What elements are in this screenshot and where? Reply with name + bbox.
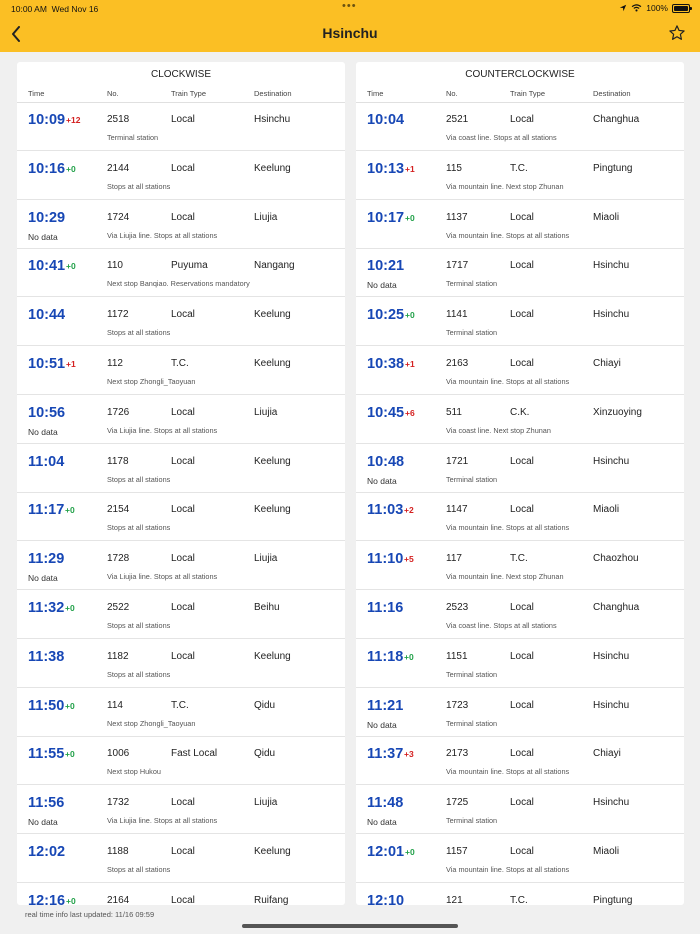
delay-badge: +0 [65,603,75,613]
train-note: Via Liujia line. Stops at all stations [107,425,218,435]
no-data-label: No data [367,280,397,291]
train-time: 10:45 [367,404,405,421]
train-number: 1172 [107,309,129,321]
train-note: Via Liujia line. Stops at all stations [107,572,218,582]
train-time: 11:56 [28,795,65,812]
train-time: 12:16 [28,892,66,905]
train-number: 1182 [107,650,129,662]
delay-badge: +2 [404,505,414,516]
delay-badge: +1 [405,163,415,174]
train-row[interactable] [17,835,345,883]
train-note: Via mountain line. Stops at all stations [446,377,570,386]
train-number: 2518 [107,114,130,125]
train-destination: Qidu [254,699,276,711]
train-row[interactable] [17,640,345,688]
train-type: Local [171,846,195,857]
train-note: Stops at all stations [107,181,171,191]
last-updated-text: real time info last updated: 11/16 09:59 [25,910,155,919]
train-note: Via mountain line. Stops at all stations [446,523,570,533]
no-data-label: No data [28,573,58,584]
train-note: Stops at all stations [107,669,171,679]
location-icon [619,4,627,12]
train-row[interactable] [17,884,345,905]
train-type: Local [510,699,534,711]
delay-badge: +12 [66,115,81,125]
train-row[interactable] [17,689,345,737]
train-time: 10:04 [367,112,405,128]
train-note: Terminal station [446,669,498,679]
train-type: Local [510,748,534,760]
battery-icon [672,4,690,13]
train-type: Local [171,406,195,418]
train-time: 11:38 [28,648,65,665]
train-number: 1006 [107,748,130,760]
train-number: 2522 [107,602,130,613]
train-number: 1151 [446,650,468,662]
train-row[interactable] [356,298,684,346]
train-time: 10:56 [28,404,66,421]
column-header-destination: Destination [593,89,631,98]
train-note: Next stop Banqiao. Reservations mandatory [107,279,250,289]
train-type: Local [510,114,534,125]
train-row[interactable] [356,249,684,297]
train-number: 2163 [446,358,469,369]
column-header-time: Time [367,89,384,98]
counterclockwise-title: COUNTERCLOCKWISE [465,69,575,80]
train-note: Via coast line. Next stop Zhunan [446,425,551,435]
star-outline-icon [668,24,686,42]
train-destination: Pingtung [593,894,633,905]
train-time: 10:13 [367,160,405,177]
train-type: Local [171,455,195,467]
train-type: Fast Local [171,748,218,760]
delay-badge: +0 [65,749,75,760]
column-header-train-type: Train Type [171,89,207,98]
train-time: 11:50 [28,697,65,714]
train-time: 12:10 [367,892,405,905]
train-type: T.C. [171,358,189,369]
delay-badge: +0 [66,895,76,905]
train-row[interactable] [17,493,345,541]
train-destination: Nangang [254,260,295,272]
train-type: Local [510,455,534,467]
train-destination: Hsinchu [593,455,630,467]
train-destination: Hsinchu [593,309,630,321]
train-time: 11:48 [367,795,404,812]
delay-badge: +0 [405,310,415,321]
train-type: Local [171,797,195,809]
train-destination: Keelung [254,309,291,321]
train-note: Via coast line. Stops at all stations [446,621,557,630]
train-row[interactable] [17,591,345,639]
train-number: 2154 [107,504,130,516]
train-note: Via Liujia line. Stops at all stations [107,816,218,826]
train-number: 1157 [446,846,468,857]
train-row[interactable] [356,835,684,883]
train-destination: Chaozhou [593,553,639,565]
train-row[interactable] [356,542,684,590]
train-time: 10:51 [28,356,66,372]
battery-percent: 100% [646,3,668,13]
clockwise-panel [17,62,345,905]
train-time: 10:09 [28,112,66,128]
train-time: 10:41 [28,258,66,275]
train-note: Terminal station [446,718,498,728]
train-note: Stops at all stations [107,523,171,533]
train-number: 1188 [107,846,129,857]
clockwise-title: CLOCKWISE [150,69,211,80]
train-note: Via coast line. Stops at all stations [446,133,557,142]
train-note: Terminal station [446,816,498,826]
train-destination: Xinzuoying [593,406,642,418]
train-type: Local [171,504,195,516]
train-number: 114 [107,699,123,711]
train-row[interactable] [17,737,345,785]
train-number: 1147 [446,504,468,516]
train-type: T.C. [510,894,528,905]
train-destination: Liujia [254,553,278,565]
train-type: Local [510,602,534,613]
train-row[interactable] [356,493,684,541]
train-destination: Keelung [254,455,291,467]
train-note: Next stop Hukou [107,767,161,777]
train-number: 2523 [446,602,469,613]
train-destination: Chiayi [593,748,621,760]
train-row[interactable] [17,103,345,151]
train-destination: Changhua [593,602,640,613]
train-time: 10:16 [28,160,66,177]
train-row[interactable] [356,152,684,200]
multitasking-dots-icon[interactable]: ••• [342,0,357,12]
no-data-label: No data [28,426,58,437]
train-time: 11:32 [28,600,65,616]
train-row[interactable] [17,298,345,346]
train-note: Via Liujia line. Stops at all stations [107,230,218,240]
train-type: Local [171,211,195,223]
train-note: Terminal station [107,133,159,142]
page-title: Hsinchu [322,25,378,41]
train-destination: Keelung [254,846,291,857]
train-note: Terminal station [446,328,498,338]
train-type: Local [171,309,195,321]
no-data-label: No data [28,231,58,242]
train-row[interactable] [356,103,684,151]
train-destination: Liujia [254,797,278,809]
no-data-label: No data [367,475,397,486]
train-time: 11:10 [367,551,404,568]
delay-badge: +0 [65,700,75,711]
train-type: Local [510,358,534,369]
train-row[interactable] [356,786,684,834]
train-row[interactable] [356,689,684,737]
train-row[interactable] [17,542,345,590]
delay-badge: +0 [65,505,75,516]
train-row[interactable] [17,201,345,249]
train-note: Via mountain line. Stops at all stations [446,230,570,240]
train-destination: Liujia [254,406,278,418]
train-row[interactable] [356,591,684,639]
no-data-label: No data [367,817,397,828]
train-time: 11:17 [28,502,65,519]
wifi-icon [631,4,642,12]
train-number: 1717 [446,260,469,272]
column-header-train-type: Train Type [510,89,546,98]
train-note: Stops at all stations [107,865,171,874]
train-note: Next stop Zhongli_Taoyuan [107,718,196,728]
train-destination: Hsinchu [593,260,630,272]
train-number: 117 [446,553,462,565]
train-type: Local [171,650,195,662]
train-row[interactable] [17,396,345,444]
train-destination: Miaoli [593,211,620,223]
train-type: Local [510,650,534,662]
train-row[interactable] [356,640,684,688]
train-row[interactable] [356,201,684,249]
delay-badge: +5 [404,554,414,565]
train-type: Local [171,602,195,613]
train-row[interactable] [356,445,684,493]
status-date: Wed Nov 16 [51,4,99,14]
train-type: Local [510,797,534,809]
train-destination: Miaoli [593,846,620,857]
train-destination: Hsinchu [593,650,630,662]
train-destination: Hsinchu [254,114,291,125]
train-type: C.K. [510,406,530,418]
status-indicators [619,3,690,13]
train-destination: Pingtung [593,162,633,174]
train-row[interactable] [356,396,684,444]
delay-badge: +1 [405,359,415,369]
train-note: Stops at all stations [107,621,171,630]
delay-badge: +6 [405,407,415,418]
train-note: Terminal station [446,279,498,289]
train-type: T.C. [171,699,189,711]
navigation-bar [0,16,700,52]
column-header-no: No. [107,89,119,98]
train-type: Local [171,894,195,905]
train-time: 10:44 [28,307,66,324]
train-destination: Ruifang [254,894,289,905]
train-row[interactable] [17,347,345,395]
train-time: 10:17 [367,209,405,226]
train-time: 11:16 [367,600,404,616]
train-type: T.C. [510,162,528,174]
train-destination: Keelung [254,504,291,516]
train-destination: Keelung [254,358,291,369]
train-destination: Keelung [254,650,291,662]
train-time: 10:38 [367,356,405,372]
delay-badge: +1 [66,359,76,369]
train-type: Local [510,260,534,272]
train-number: 1137 [446,211,468,223]
train-time: 11:18 [367,648,404,665]
train-note: Via mountain line. Stops at all stations [446,767,570,777]
train-number: 1721 [446,455,469,467]
delay-badge: +0 [66,261,76,272]
train-time: 12:01 [367,844,405,860]
home-indicator[interactable] [242,924,458,928]
train-number: 1728 [107,553,130,565]
train-type: Local [171,553,195,565]
train-type: Local [510,846,534,857]
column-header-destination: Destination [254,89,292,98]
train-destination: Hsinchu [593,699,630,711]
train-note: Via mountain line. Stops at all stations [446,865,570,874]
train-number: 1141 [446,309,468,321]
train-number: 112 [107,358,123,369]
train-destination: Qidu [254,748,276,760]
train-time: 10:48 [367,453,405,470]
train-destination: Chiayi [593,358,621,369]
train-destination: Keelung [254,162,291,174]
train-row[interactable] [17,445,345,493]
train-row[interactable] [356,737,684,785]
column-header-no: No. [446,89,458,98]
train-type: Local [510,504,534,516]
no-data-label: No data [367,719,397,730]
status-time-date [11,4,98,14]
train-time: 11:55 [28,746,65,763]
train-number: 1724 [107,211,130,223]
train-note: Via mountain line. Next stop Zhunan [446,572,564,582]
train-type: Local [171,114,195,125]
train-row[interactable] [17,249,345,297]
favorite-button[interactable] [666,22,688,44]
train-time: 11:03 [367,502,404,519]
counterclockwise-panel [356,62,684,905]
train-destination: Liujia [254,211,278,223]
train-note: Via mountain line. Next stop Zhunan [446,181,564,191]
train-number: 1178 [107,455,129,467]
train-number: 1723 [446,699,469,711]
delay-badge: +0 [66,163,76,174]
train-destination: Hsinchu [593,797,630,809]
train-destination: Beihu [254,602,280,613]
train-destination: Changhua [593,114,640,125]
column-header-time: Time [28,89,45,98]
no-data-label: No data [28,817,58,828]
train-number: 2173 [446,748,469,760]
train-time: 11:29 [28,551,65,568]
train-number: 110 [107,260,123,272]
train-note: Next stop Zhongli_Taoyuan [107,377,196,386]
train-number: 2164 [107,894,130,905]
train-number: 1732 [107,797,130,809]
train-row[interactable] [17,786,345,834]
delay-badge: +0 [405,847,415,857]
train-type: Puyuma [171,260,208,272]
train-number: 2144 [107,162,130,174]
battery-level [674,6,688,11]
train-type: Local [510,309,534,321]
train-type: Local [510,211,534,223]
status-time: 10:00 AM [11,4,47,14]
train-row[interactable] [356,347,684,395]
train-time: 10:21 [367,258,405,275]
train-number: 1726 [107,406,130,418]
train-number: 511 [446,406,462,418]
delay-badge: +0 [404,651,414,662]
train-number: 115 [446,162,462,174]
train-time: 11:37 [367,746,404,763]
train-time: 11:21 [367,697,404,714]
train-type: Local [171,162,195,174]
train-row[interactable] [356,884,684,905]
train-note: Terminal station [446,474,498,484]
train-destination: Miaoli [593,504,620,516]
train-number: 2521 [446,114,469,125]
train-number: 121 [446,894,463,905]
delay-badge: +0 [405,212,415,223]
train-row[interactable] [17,152,345,200]
train-time: 11:04 [28,453,65,470]
status-bar [0,0,700,16]
train-time: 10:25 [367,307,405,324]
delay-badge: +3 [404,749,414,760]
train-time: 12:02 [28,844,66,860]
train-time: 10:29 [28,209,66,226]
train-type: T.C. [510,553,528,565]
train-note: Stops at all stations [107,328,171,338]
train-note: Stops at all stations [107,474,171,484]
train-number: 1725 [446,797,469,809]
